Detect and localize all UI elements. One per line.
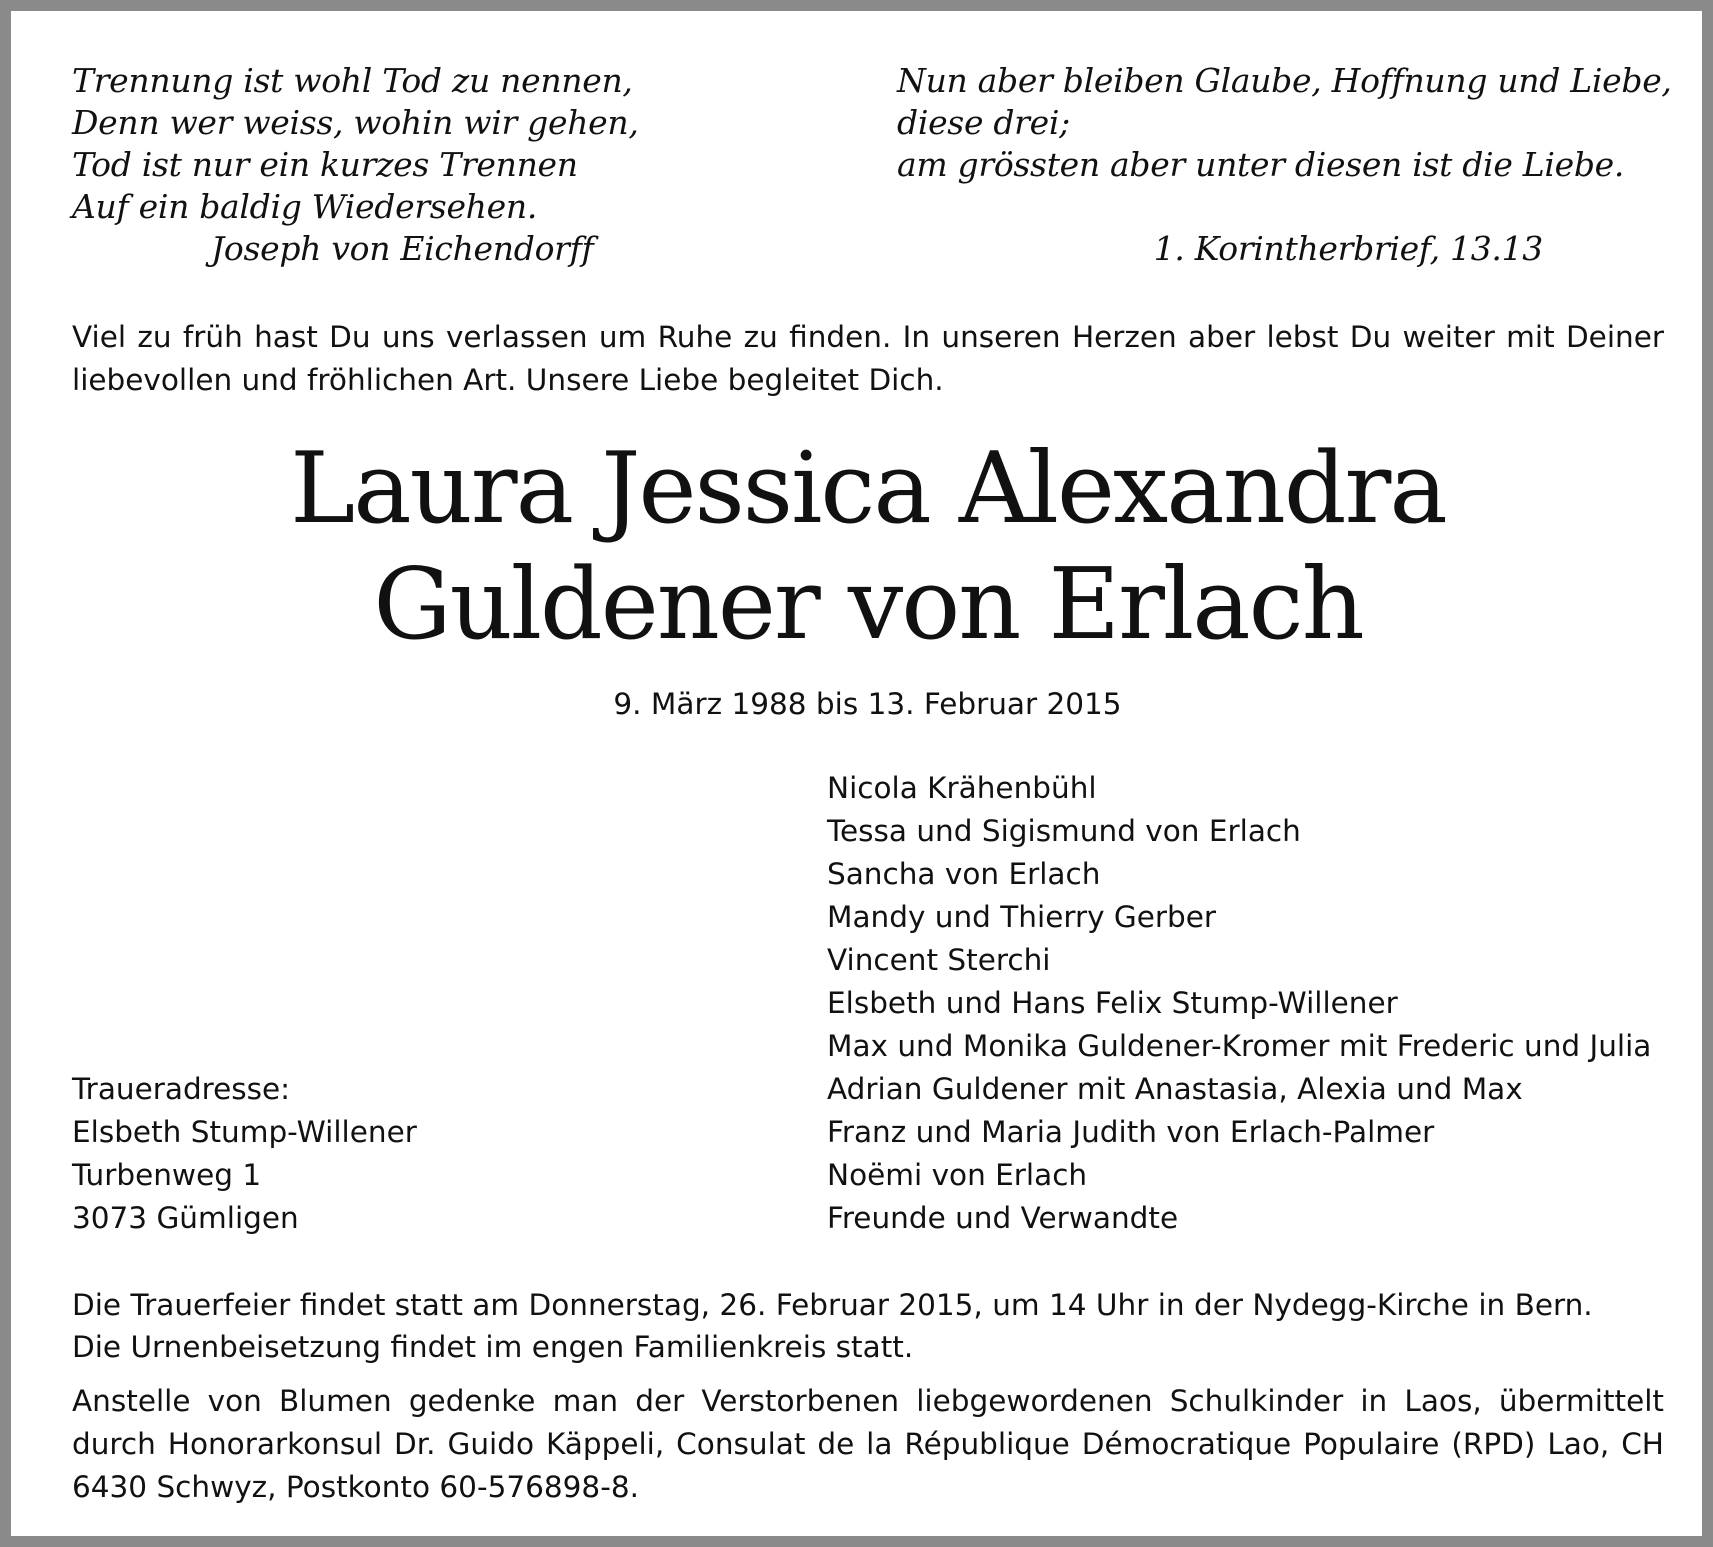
mourner-entry: Franz und Maria Judith von Erlach-Palmer bbox=[827, 1115, 1435, 1149]
verse-line: diese drei; bbox=[897, 103, 1070, 142]
deceased-name-line1: Laura Jessica Alexandra bbox=[290, 432, 1446, 546]
address-city: 3073 Gümligen bbox=[72, 1201, 299, 1235]
life-dates: 9. März 1988 bis 13. Februar 2015 bbox=[613, 687, 1122, 721]
funeral-notice bbox=[72, 1284, 1664, 1368]
poem-line: Trennung ist wohl Tod zu nennen, bbox=[72, 61, 633, 100]
mourner-entry: Vincent Sterchi bbox=[827, 943, 1051, 977]
deceased-name bbox=[72, 431, 1664, 663]
bible-verse bbox=[897, 60, 1672, 270]
address-name: Elsbeth Stump-Willener bbox=[72, 1115, 417, 1149]
mourner-entry: Mandy und Thierry Gerber bbox=[827, 900, 1217, 934]
address-heading: Traueradresse: bbox=[72, 1072, 291, 1106]
deceased-name-line2: Guldener von Erlach bbox=[373, 548, 1363, 662]
mourning-address bbox=[72, 1068, 672, 1240]
poem-line: Tod ist nur ein kurzes Trennen bbox=[72, 145, 578, 184]
mourner-entry: Sancha von Erlach bbox=[827, 857, 1101, 891]
mourner-entry: Tessa und Sigismund von Erlach bbox=[827, 814, 1301, 848]
verse-attribution: 1. Korintherbrief, 13.13 bbox=[1153, 229, 1543, 268]
mourner-entry: Adrian Guldener mit Anastasia, Alexia und Max bbox=[827, 1072, 1523, 1106]
intro-text: Viel zu früh hast Du uns verlassen um Ruhe zu finden. In unseren Herzen aber lebst Du weiter mit Deiner liebevollen und fröhlichen Art. Unsere Liebe begleitet Dich. bbox=[72, 320, 1664, 397]
funeral-service-line: Die Trauerfeier findet statt am Donnerstag, 26. Februar 2015, um 14 Uhr in der Nydegg-Kirche in Bern. bbox=[72, 1288, 1593, 1322]
address-street: Turbenweg 1 bbox=[72, 1158, 262, 1192]
urn-burial-line: Die Urnenbeisetzung findet im engen Familienkreis statt. bbox=[72, 1330, 914, 1364]
mourner-entry: Noëmi von Erlach bbox=[827, 1158, 1088, 1192]
mourner-entry: Nicola Krähenbühl bbox=[827, 771, 1097, 805]
mourners-list bbox=[827, 767, 1687, 1240]
poem-line: Auf ein baldig Wiedersehen. bbox=[72, 187, 538, 226]
poem-eichendorff bbox=[72, 60, 639, 270]
poem-attribution: Joseph von Eichendorff bbox=[211, 229, 594, 268]
donation-notice: Anstelle von Blumen gedenke man der Verstorbenen liebgewordenen Schulkinder in Laos, übermittelt durch Honorarkonsul Dr. Guido Käppeli, Consulat de la République Démocratique Populaire (RPD) Lao, CH 6430 Schwyz, Postkonto 60-576898-8. bbox=[72, 1384, 1664, 1504]
verse-line: Nun aber bleiben Glaube, Hoffnung und Liebe, bbox=[897, 61, 1672, 100]
mourner-entry: Max und Monika Guldener-Kromer mit Frederic und Julia bbox=[827, 1029, 1652, 1063]
poem-line: Denn wer weiss, wohin wir gehen, bbox=[72, 103, 639, 142]
verse-line: am grössten aber unter diesen ist die Liebe. bbox=[897, 145, 1625, 184]
mourner-entry: Elsbeth und Hans Felix Stump-Willener bbox=[827, 986, 1398, 1020]
mourner-entry: Freunde und Verwandte bbox=[827, 1201, 1179, 1235]
verse-spacer bbox=[897, 186, 1577, 228]
